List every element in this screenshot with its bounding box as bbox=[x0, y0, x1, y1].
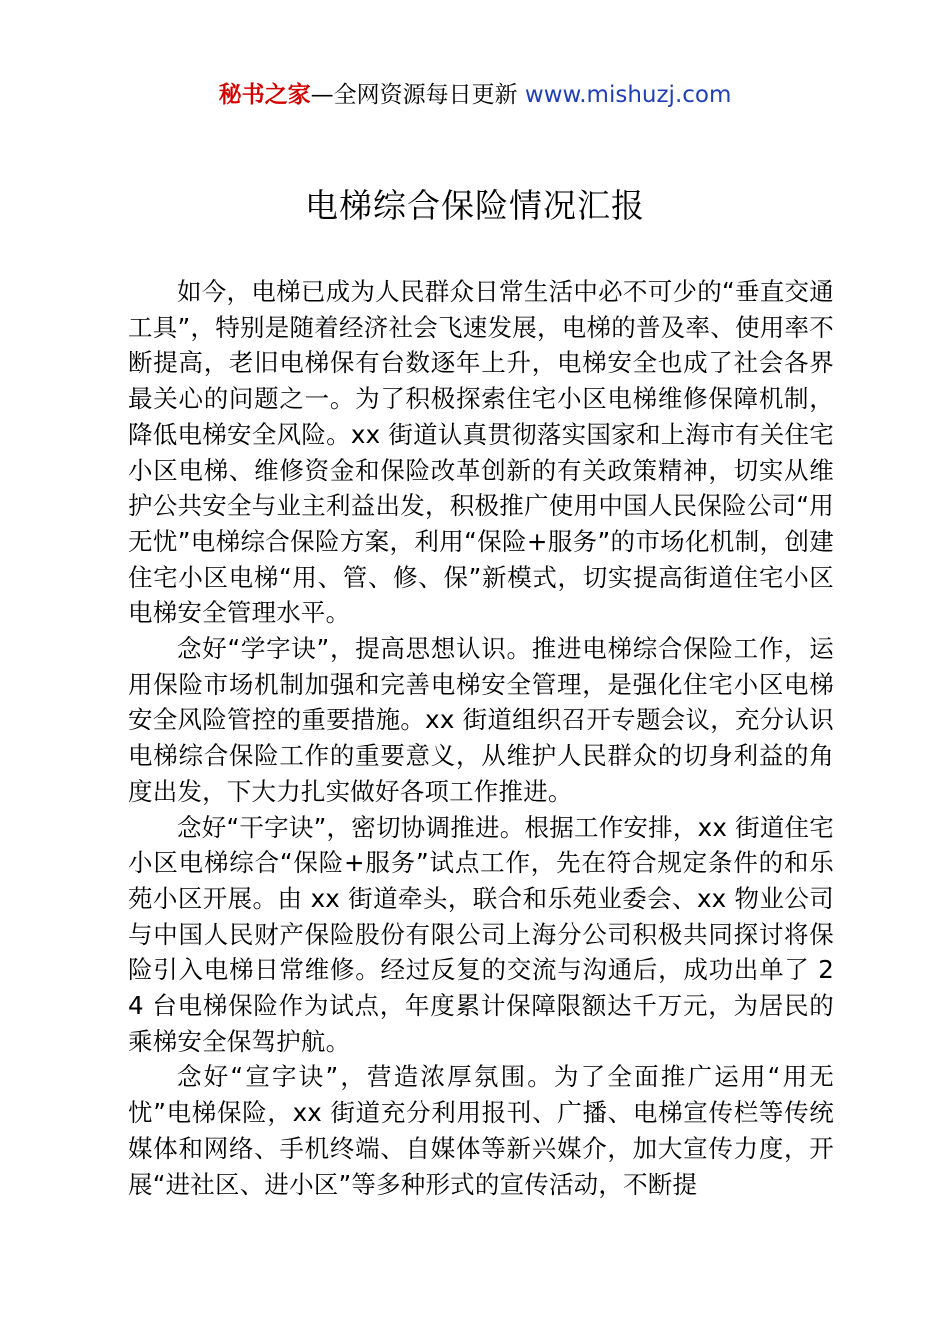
document-title: 电梯综合保险情况汇报 bbox=[305, 186, 645, 225]
document-body bbox=[128, 274, 834, 1202]
site-url-link[interactable]: www.mishuzj.com bbox=[524, 82, 732, 108]
paragraph-study: 念好“学字诀”，提高思想认识。推进电梯综合保险工作，运用保险市场机制加强和完善电梯安全管理，是强化住宅小区电梯安全风险管控的重要措施。xx 街道组织召开专题会议，充分认识电梯综合保险工作的重要意义，从维护人民群众的切身利益的角度出发，下大力扎实做好各项工作推进。 bbox=[128, 634, 834, 806]
site-header bbox=[0, 78, 950, 112]
paragraph-publicity: 念好“宣字诀”，营造浓厚氛围。为了全面推广运用“用无忧”电梯保险，xx 街道充分利用报刊、广播、电梯宣传栏等传统媒体和网络、手机终端、自媒体等新兴媒介，加大宣传力度，开展“进社区、进小区”等多种形式的宣传活动，不断提 bbox=[128, 1062, 834, 1199]
paragraph-intro: 如今，电梯已成为人民群众日常生活中必不可少的“垂直交通工具”，特别是随着经济社会飞速发展，电梯的普及率、使用率不断提高，老旧电梯保有台数逐年上升，电梯安全也成了社会各界最关心的问题之一。为了积极探索住宅小区电梯维修保障机制，降低电梯安全风险。xx 街道认真贯彻落实国家和上海市有关住宅小区电梯、维修资金和保险改革创新的有关政策精神，切实从维护公共安全与业主利益出发，积极推广使用中国人民保险公司“用无忧”电梯综合保险方案，利用“保险+服务”的市场化机制，创建住宅小区电梯“用、管、修、保”新模式，切实提高街道住宅小区电梯安全管理水平。 bbox=[128, 277, 834, 628]
site-tagline: —全网资源每日更新 bbox=[310, 82, 525, 108]
site-brand: 秘书之家 bbox=[218, 82, 311, 108]
paragraph-action: 念好“干字诀”，密切协调推进。根据工作安排，xx 街道住宅小区电梯综合“保险+服务”试点工作，先在符合规定条件的和乐苑小区开展。由 xx 街道牵头，联合和乐苑业委会、xx 物业公司与中国人民财产保险股份有限公司上海分公司积极共同探讨将保险引入电梯日常维修。经过反复的交流与沟通后，成功出单了 24 台电梯保险作为试点，年度累计保障限额达千万元，为居民的乘梯安全保驾护航。 bbox=[128, 812, 834, 1056]
